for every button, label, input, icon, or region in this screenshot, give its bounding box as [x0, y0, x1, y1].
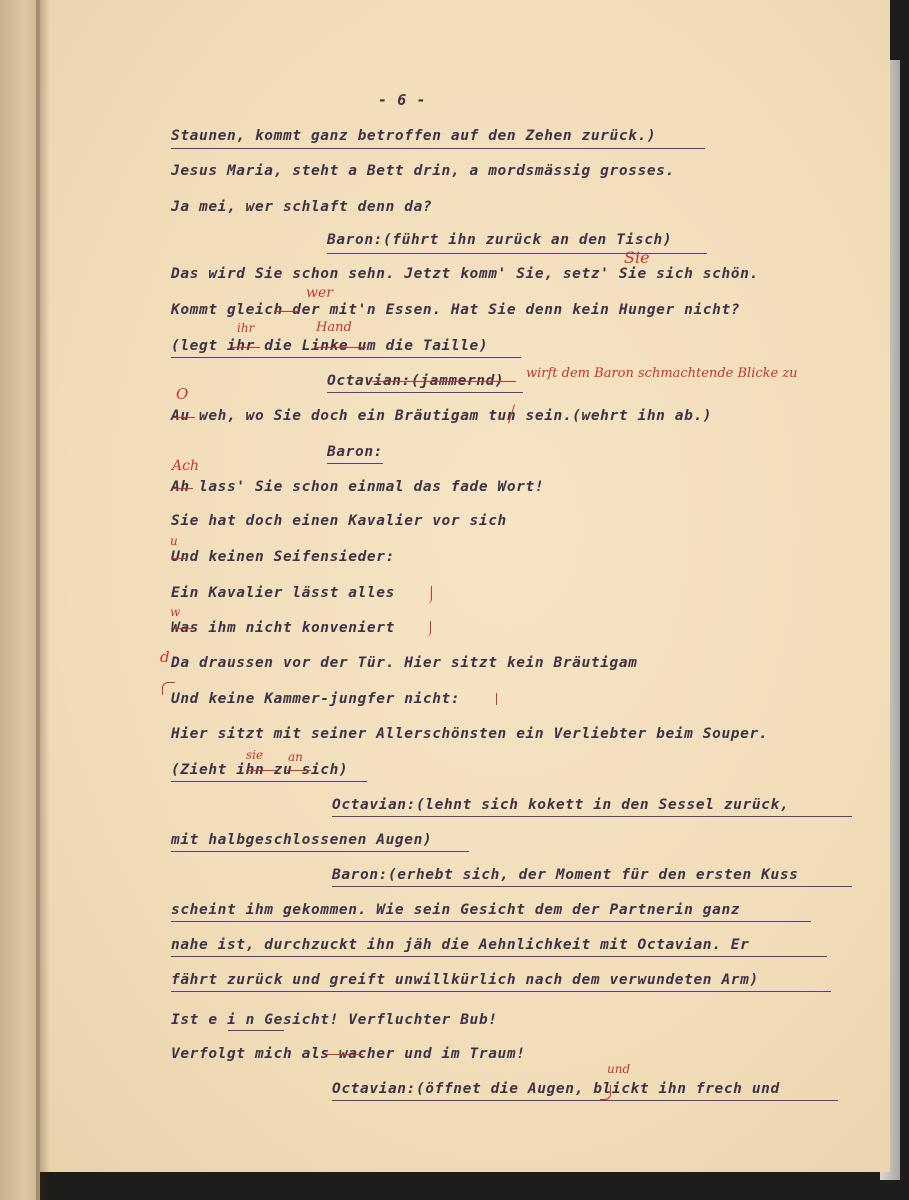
text-line-12: Sie hat doch einen Kavalier vor sich [171, 513, 507, 529]
text-line-9: Au weh, wo Sie doch ein Bräutigam tun sein.(wehrt ihn ab.) [171, 408, 713, 424]
strike-au [171, 417, 195, 418]
red-comma-1 [427, 586, 432, 604]
text-line-13: Und keinen Seifensieder: [171, 549, 395, 565]
text-line-6: Kommt gleich der mit'n Essen. Hat Sie denn kein Hunger nicht? [171, 302, 741, 318]
strike-u [171, 558, 185, 559]
red-stage-note: wirft dem Baron schmachtende Blicke zu [526, 366, 798, 381]
underline-22 [332, 886, 852, 887]
text-line-28: Octavian:(öffnet die Augen, blickt ihn frech und [332, 1081, 780, 1097]
underline-8 [327, 392, 523, 393]
red-annotation-sie: sie [246, 748, 264, 762]
underline-7 [171, 357, 521, 358]
red-annotation-w: w [170, 605, 181, 619]
underline-19 [171, 781, 367, 782]
underline-emphasis-ein [228, 1030, 284, 1031]
red-annotation-o: O [176, 385, 189, 403]
red-annotation-wer: wer [306, 285, 333, 301]
underline-23 [171, 921, 811, 922]
red-annotation-hand: Hand [316, 320, 352, 335]
red-annotation-u: u [170, 534, 178, 548]
text-line-18: Hier sitzt mit seiner Allerschönsten ein Verliebter beim Souper. [171, 726, 769, 742]
strike-ah [171, 488, 193, 489]
underline-25 [171, 991, 831, 992]
text-line-25: fährt zurück und greift unwillkürlich nach dem verwundeten Arm) [171, 972, 759, 988]
text-line-23: scheint ihm gekommen. Wie sein Gesicht dem der Partnerin ganz [171, 902, 741, 918]
text-line-24: nahe ist, durchzuckt ihn jäh die Aehnlichkeit mit Octavian. Er [171, 937, 750, 953]
text-line-14: Ein Kavalier lässt alles [171, 585, 395, 601]
underline-28 [332, 1100, 838, 1101]
text-line-10: Baron: [327, 444, 383, 460]
text-line-19: (Zieht ihn zu sich) [171, 762, 349, 778]
strike-zu [287, 770, 311, 771]
red-annotation-und: und [607, 1062, 631, 1076]
text-line-11: Ah lass' Sie schon einmal das fade Wort! [171, 479, 545, 495]
binding-shadow [36, 0, 50, 1200]
text-line-22: Baron:(erhebt sich, der Moment für den ersten Kuss [332, 867, 799, 883]
underline-10 [327, 463, 383, 464]
previous-page-edge [0, 0, 40, 1200]
text-line-21: mit halbgeschlossenen Augen) [171, 832, 433, 848]
text-line-26: Ist e i n Gesicht! Verfluchter Bub! [171, 1012, 498, 1028]
underline-4 [327, 253, 707, 254]
red-annotation-ihr: ihr [237, 321, 255, 335]
underline-1 [171, 148, 705, 149]
red-mark-und [162, 682, 175, 695]
text-line-20: Octavian:(lehnt sich kokett in den Sessel zurück, [332, 797, 790, 813]
red-insertion-mark [600, 1085, 611, 1100]
red-comma-2 [426, 621, 431, 637]
text-line-1: Staunen, kommt ganz betroffen auf den Zehen zurück.) [171, 128, 657, 144]
text-line-16: Da draussen vor der Tür. Hier sitzt kein Bräutigam [171, 655, 638, 671]
strike-jammernd [372, 381, 516, 382]
text-line-2: Jesus Maria, steht a Bett drin, a mordsmässig grosses. [171, 163, 675, 179]
page-number: - 6 - [378, 91, 427, 109]
text-line-7: (legt ihr die Linke um die Taille) [171, 338, 489, 354]
red-annotation-ach: Ach [172, 458, 199, 474]
strike-ihn [246, 770, 276, 771]
red-annotation-d: d [160, 648, 170, 666]
text-line-8: Octavian:(jammernd) [327, 373, 505, 389]
strike-er [327, 1054, 363, 1055]
strike-linke [314, 347, 366, 348]
text-line-17: Und keine Kammer-jungfer nicht: [171, 691, 461, 707]
text-line-3: Ja mei, wer schlaft denn da? [171, 199, 433, 215]
text-line-5: Das wird Sie schon sehn. Jetzt komm' Sie, setz' Sie sich schön. [171, 266, 759, 282]
underline-21 [171, 851, 469, 852]
underline-24 [171, 956, 827, 957]
text-line-15: Was ihm nicht konveniert [171, 620, 395, 636]
text-line-27: Verfolgt mich als wacher und im Traum! [171, 1046, 526, 1062]
underline-20 [332, 816, 852, 817]
red-punctuation [493, 693, 497, 705]
strike-der [274, 311, 300, 312]
red-annotation-an: an [288, 750, 303, 764]
red-annotation-sie: Sie [624, 248, 650, 267]
text-line-4: Baron:(führt ihn zurück an den Tisch) [327, 232, 673, 248]
strike-was [171, 628, 193, 629]
strike-ihr [232, 347, 260, 348]
